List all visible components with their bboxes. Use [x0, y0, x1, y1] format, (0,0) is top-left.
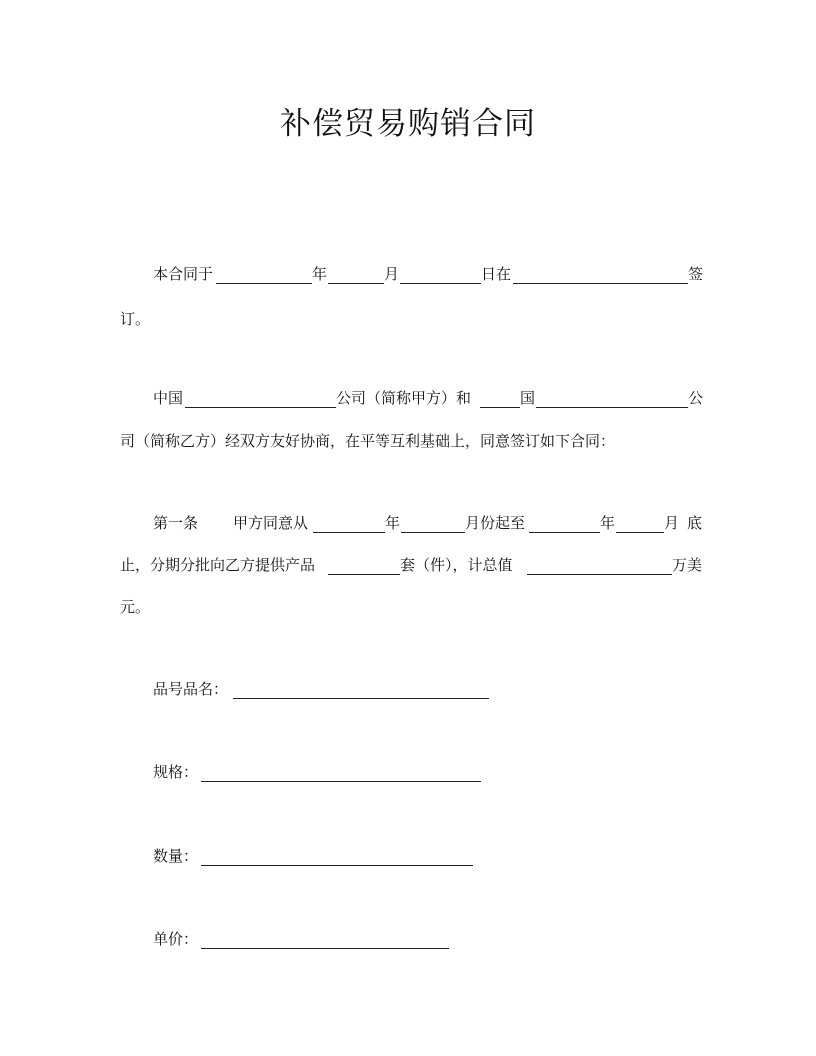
specification-blank[interactable]	[201, 763, 481, 782]
start-month-blank[interactable]	[401, 514, 465, 533]
text: 月	[384, 265, 400, 283]
text: 国	[520, 389, 536, 407]
article-label: 第一条	[153, 514, 199, 532]
date-signed-day-blank[interactable]	[400, 265, 481, 284]
para2-line2	[120, 429, 615, 451]
field-specification	[153, 760, 481, 782]
signing-place-blank[interactable]	[513, 265, 688, 284]
field-label: 单价：	[153, 930, 199, 948]
text: 订。	[120, 310, 151, 328]
article1-line2	[120, 553, 702, 575]
para1-line2	[120, 307, 150, 329]
party-a-company-blank[interactable]	[185, 389, 336, 408]
unit-price-blank[interactable]	[201, 930, 449, 949]
product-quantity-blank[interactable]	[328, 556, 400, 575]
text: 公司（简称甲方）和	[336, 389, 472, 407]
text: 年	[600, 514, 616, 532]
article1-line1	[153, 511, 710, 533]
text: 日在	[481, 265, 512, 283]
date-signed-month-blank[interactable]	[328, 265, 384, 284]
para2-line1	[153, 386, 703, 408]
field-label: 数量：	[153, 847, 199, 865]
para1-line1	[153, 262, 703, 284]
field-unit-price	[153, 927, 449, 949]
text: 元。	[120, 598, 151, 616]
field-product-name	[153, 677, 489, 699]
text: 月底	[664, 514, 711, 532]
end-year-blank[interactable]	[529, 514, 600, 533]
text: 套（件），计总值	[400, 556, 513, 574]
text: 司（简称乙方）经双方友好协商，在平等互利基础上，同意签订如下合同：	[120, 432, 616, 450]
quantity-blank[interactable]	[201, 847, 473, 866]
text: 月份起至	[465, 514, 526, 532]
text: 本合同于	[153, 265, 214, 283]
product-name-blank[interactable]	[233, 680, 489, 699]
text: 公	[688, 389, 704, 407]
start-year-blank[interactable]	[313, 514, 385, 533]
date-signed-year-blank[interactable]	[216, 265, 312, 284]
field-label: 规格：	[153, 763, 199, 781]
text: 中国	[153, 389, 184, 407]
field-quantity	[153, 844, 473, 866]
text: 年	[312, 265, 328, 283]
text: 甲方同意从	[233, 514, 309, 532]
document-title: 补偿贸易购销合同	[280, 106, 536, 142]
end-month-blank[interactable]	[616, 514, 664, 533]
total-value-blank[interactable]	[527, 556, 672, 575]
text: 年	[385, 514, 401, 532]
text: 止，分期分批向乙方提供产品	[120, 556, 316, 574]
field-label: 品号品名：	[153, 680, 229, 698]
text: 签	[688, 265, 704, 283]
party-b-company-blank[interactable]	[536, 389, 688, 408]
article1-line3	[120, 595, 150, 617]
text: 万美	[672, 556, 703, 574]
party-b-country-blank[interactable]	[480, 389, 520, 408]
